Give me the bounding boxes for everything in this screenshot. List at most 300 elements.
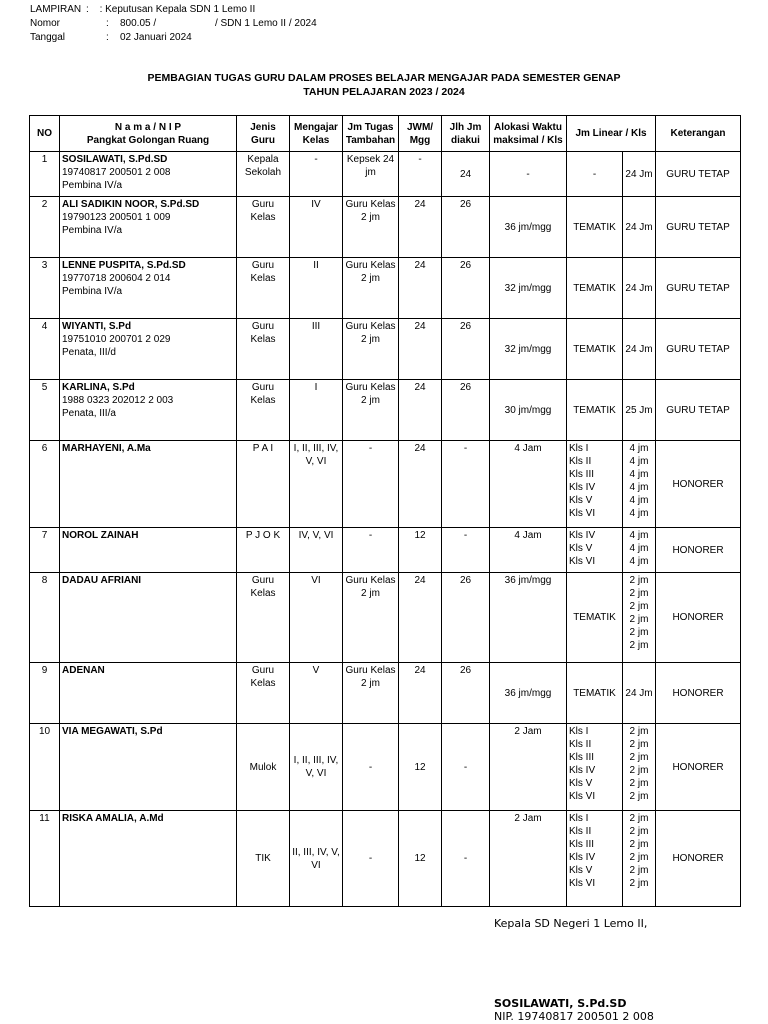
cell-linear-kls: [567, 441, 623, 528]
teacher-name: ADENAN: [62, 665, 105, 676]
teaching-class: -: [314, 154, 318, 165]
teacher-rank: Pembina IV/a: [62, 225, 123, 236]
teacher-name: VIA MEGAWATI, S.Pd: [62, 726, 163, 737]
cell-linear-jm: [623, 663, 656, 724]
table-header: [30, 116, 741, 152]
cell-linear-jm: [623, 573, 656, 663]
teaching-class: I: [314, 382, 318, 393]
cell-keterangan: [656, 724, 741, 811]
allocation-value: 2 Jam: [514, 813, 542, 824]
linear-hours: 24 Jm: [625, 687, 653, 699]
teacher-assignment-table: [29, 115, 741, 907]
meta-nomor: Nomor : 800.05 / / SDN 1 Lemo II / 2024: [30, 18, 317, 29]
table-row: [30, 663, 741, 724]
cell-jenis: [237, 663, 290, 724]
cell-no: [30, 152, 60, 197]
class-item: Kls IV: [569, 482, 596, 493]
cell-nama: [60, 197, 237, 258]
linear-value: TEMATIK: [573, 404, 616, 416]
cell-alokasi: [490, 380, 567, 441]
header-nama: N a m a / N I P Pangkat Golongan Ruang: [60, 116, 237, 152]
extra-duty: -: [368, 853, 373, 864]
jlh-value: 26: [459, 382, 472, 393]
linear-hours: 24 Jm: [625, 343, 653, 355]
jlh-value: -: [463, 530, 468, 541]
jwm-value: 24: [414, 199, 426, 210]
teacher-rank: Pembina IV/a: [62, 286, 123, 297]
cell-jlh: [442, 724, 490, 811]
cell-nama: [60, 380, 237, 441]
teacher-type: Guru Kelas: [250, 382, 276, 406]
teaching-class: IV, V, VI: [298, 530, 334, 541]
cell-jenis: [237, 528, 290, 573]
jwm-value: 24: [414, 382, 426, 393]
document-meta: [30, 3, 317, 45]
class-item: Kls IV: [569, 765, 596, 776]
cell-no: [30, 663, 60, 724]
class-hours: 2 jm: [629, 813, 649, 824]
cell-jenis: [237, 258, 290, 319]
teaching-class: IV: [311, 199, 321, 210]
cell-tugas: [343, 319, 399, 380]
teacher-name: DADAU AFRIANI: [62, 575, 142, 586]
header-jwm: JWM/ Mgg: [399, 116, 442, 152]
cell-alokasi: [490, 319, 567, 380]
cell-no: [30, 441, 60, 528]
table-row: [30, 573, 741, 663]
cell-linear: [567, 380, 623, 441]
class-hours: 2 jm: [629, 865, 649, 876]
cell-jenis: [237, 724, 290, 811]
teaching-class: V: [312, 665, 320, 676]
row-no: 8: [41, 575, 48, 586]
meta-lampiran: LAMPIRAN : : Keputusan Kepala SDN 1 Lemo II: [30, 4, 256, 15]
cell-linear-jm: [623, 441, 656, 528]
jlh-value: 24: [459, 168, 472, 180]
extra-duty: Guru Kelas 2 jm: [345, 575, 396, 599]
header-tugas: Jm Tugas Tambahan: [343, 116, 399, 152]
cell-kelas: [290, 152, 343, 197]
cell-linear-jm: [623, 724, 656, 811]
class-item: Kls III: [569, 469, 595, 480]
cell-tugas: [343, 197, 399, 258]
teacher-nip: 19751010 200701 2 029: [62, 334, 171, 345]
cell-nama: [60, 258, 237, 319]
teacher-nip: 19790123 200501 1 009: [62, 212, 171, 223]
jlh-value: -: [463, 443, 468, 454]
teacher-type: Guru Kelas: [250, 199, 276, 223]
class-hours: 2 jm: [629, 739, 649, 750]
cell-keterangan: [656, 573, 741, 663]
jlh-value: 26: [459, 199, 472, 210]
cell-alokasi: [490, 573, 567, 663]
teacher-name: WIYANTI, S.Pd: [62, 321, 132, 332]
cell-keterangan: [656, 319, 741, 380]
cell-linear: [567, 258, 623, 319]
cell-linear-kls: [567, 528, 623, 573]
class-hours: 4 jm: [629, 530, 649, 541]
header-no: NO: [30, 116, 60, 152]
cell-jwm: [399, 380, 442, 441]
jwm-value: 12: [414, 853, 426, 864]
class-hours: 2 jm: [629, 765, 649, 776]
allocation-value: 30 jm/mgg: [504, 404, 552, 416]
status-value: GURU TETAP: [666, 168, 730, 180]
status-value: GURU TETAP: [666, 404, 730, 416]
teacher-type: Guru Kelas: [250, 575, 276, 599]
linear-value: TEMATIK: [573, 282, 616, 294]
class-hours: 2 jm: [629, 588, 649, 599]
linear-value: TEMATIK: [573, 343, 616, 355]
extra-duty: Guru Kelas 2 jm: [345, 382, 396, 406]
teaching-class: II: [313, 260, 319, 271]
cell-jwm: [399, 811, 442, 907]
class-hours: 4 jm: [629, 495, 649, 506]
cell-linear: [567, 319, 623, 380]
teacher-name: NOROL ZAINAH: [62, 530, 139, 541]
teacher-rank: Penata, III/a: [62, 408, 116, 419]
extra-duty: Guru Kelas 2 jm: [345, 199, 396, 223]
class-hours: 2 jm: [629, 752, 649, 763]
cell-jwm: [399, 152, 442, 197]
table-row: [30, 724, 741, 811]
teacher-name: LENNE PUSPITA, S.Pd.SD: [62, 260, 186, 271]
linear-value: TEMATIK: [573, 612, 616, 623]
teacher-type: P A I: [252, 443, 274, 454]
jlh-value: -: [463, 761, 468, 773]
cell-linear-jm: [623, 528, 656, 573]
class-hours: 2 jm: [629, 575, 649, 586]
cell-tugas: [343, 811, 399, 907]
cell-keterangan: [656, 528, 741, 573]
jwm-value: 12: [414, 530, 426, 541]
teacher-rank: Penata, III/d: [62, 347, 116, 358]
cell-no: [30, 811, 60, 907]
table-row: [30, 380, 741, 441]
cell-no: [30, 528, 60, 573]
status-value: HONORER: [672, 687, 724, 699]
cell-kelas: [290, 441, 343, 528]
cell-tugas: [343, 441, 399, 528]
allocation-value: 32 jm/mgg: [504, 343, 552, 355]
class-item: Kls I: [569, 726, 589, 737]
cell-kelas: [290, 197, 343, 258]
cell-jlh: [442, 152, 490, 197]
class-hours: 2 jm: [629, 852, 649, 863]
cell-jlh: [442, 811, 490, 907]
meta-tanggal: Tanggal : 02 Januari 2024: [30, 32, 192, 43]
class-hours: 2 jm: [629, 726, 649, 737]
teacher-name: KARLINA, S.Pd: [62, 382, 135, 393]
extra-duty: Guru Kelas 2 jm: [345, 260, 396, 284]
class-item: Kls IV: [569, 852, 596, 863]
cell-linear: [567, 197, 623, 258]
cell-jwm: [399, 441, 442, 528]
cell-nama: [60, 152, 237, 197]
teacher-rank: Pembina IV/a: [62, 180, 123, 191]
cell-linear-jm: [623, 319, 656, 380]
class-hours: 2 jm: [629, 791, 649, 802]
class-item: Kls V: [569, 778, 593, 789]
extra-duty: Kepsek 24 jm: [346, 154, 395, 178]
cell-keterangan: [656, 811, 741, 907]
cell-nama: [60, 319, 237, 380]
cell-nama: [60, 528, 237, 573]
jwm-value: 24: [414, 321, 426, 332]
teaching-class: VI: [311, 575, 321, 586]
cell-tugas: [343, 573, 399, 663]
extra-duty: -: [368, 530, 373, 541]
cell-keterangan: [656, 197, 741, 258]
teacher-type: Guru Kelas: [250, 260, 276, 284]
cell-linear: [567, 573, 623, 663]
cell-keterangan: [656, 152, 741, 197]
cell-jlh: [442, 319, 490, 380]
teacher-name: SOSILAWATI, S.Pd.SD: [62, 154, 168, 165]
row-no: 10: [38, 726, 51, 737]
class-item: Kls VI: [569, 878, 596, 889]
class-hours: 2 jm: [629, 640, 649, 651]
cell-no: [30, 197, 60, 258]
header-linear: Jm Linear / Kls: [567, 116, 656, 152]
allocation-value: 4 Jam: [514, 530, 542, 541]
document-title: PEMBAGIAN TUGAS GURU DALAM PROSES BELAJAR MENGAJAR PADA SEMESTER GENAP: [147, 72, 621, 84]
cell-no: [30, 724, 60, 811]
class-hours: 4 jm: [629, 482, 649, 493]
teacher-nip: 19770718 200604 2 014: [62, 273, 171, 284]
cell-linear: [567, 152, 623, 197]
teacher-type: Guru Kelas: [250, 321, 276, 345]
jlh-value: 26: [459, 665, 472, 676]
cell-linear-jm: [623, 811, 656, 907]
cell-tugas: [343, 724, 399, 811]
cell-jwm: [399, 258, 442, 319]
header-mengajar: Mengajar Kelas: [290, 116, 343, 152]
allocation-value: 36 jm/mgg: [504, 687, 552, 699]
cell-kelas: [290, 724, 343, 811]
cell-jlh: [442, 573, 490, 663]
status-value: GURU TETAP: [666, 343, 730, 355]
class-item: Kls VI: [569, 556, 596, 567]
linear-value: -: [592, 168, 597, 180]
extra-duty: Guru Kelas 2 jm: [345, 321, 396, 345]
class-item: Kls II: [569, 456, 592, 467]
teacher-type: Guru Kelas: [250, 665, 276, 689]
cell-nama: [60, 724, 237, 811]
cell-nama: [60, 573, 237, 663]
status-value: HONORER: [672, 761, 724, 773]
row-no: 6: [41, 443, 48, 454]
cell-linear-jm: [623, 258, 656, 319]
linear-hours: 24 Jm: [625, 168, 653, 180]
cell-nama: [60, 663, 237, 724]
cell-alokasi: [490, 663, 567, 724]
jlh-value: 26: [459, 575, 472, 586]
extra-duty: -: [368, 761, 373, 773]
teacher-nip: 1988 0323 202012 2 003: [62, 395, 174, 406]
jwm-value: -: [418, 154, 422, 165]
jlh-value: 26: [459, 321, 472, 332]
row-no: 4: [41, 321, 48, 332]
allocation-value: 36 jm/mgg: [504, 221, 552, 233]
cell-no: [30, 380, 60, 441]
class-hours: 2 jm: [629, 601, 649, 612]
cell-no: [30, 573, 60, 663]
class-item: Kls VI: [569, 508, 596, 519]
jwm-value: 12: [414, 761, 426, 773]
header-keterangan: Keterangan: [656, 116, 741, 152]
signature-name: SOSILAWATI, S.Pd.SD: [494, 997, 627, 1010]
row-no: 3: [41, 260, 48, 271]
cell-jlh: [442, 441, 490, 528]
cell-alokasi: [490, 152, 567, 197]
teaching-class: III: [311, 321, 321, 332]
jwm-value: 24: [414, 665, 426, 676]
class-item: Kls VI: [569, 791, 596, 802]
table-row: [30, 811, 741, 907]
extra-duty: -: [368, 443, 373, 454]
table-row: [30, 528, 741, 573]
cell-kelas: [290, 811, 343, 907]
jwm-value: 24: [414, 575, 426, 586]
class-hours: 2 jm: [629, 614, 649, 625]
cell-jenis: [237, 197, 290, 258]
cell-jwm: [399, 528, 442, 573]
cell-kelas: [290, 663, 343, 724]
cell-keterangan: [656, 380, 741, 441]
cell-kelas: [290, 319, 343, 380]
class-item: Kls II: [569, 826, 592, 837]
row-no: 9: [41, 665, 48, 676]
row-no: 11: [39, 813, 50, 824]
class-hours: 4 jm: [629, 456, 649, 467]
class-item: Kls II: [569, 739, 592, 750]
allocation-value: 2 Jam: [514, 726, 542, 737]
jlh-value: -: [463, 853, 468, 864]
header-jlh: Jlh Jm diakui: [442, 116, 490, 152]
cell-jenis: [237, 573, 290, 663]
cell-keterangan: [656, 258, 741, 319]
cell-jwm: [399, 197, 442, 258]
class-hours: 4 jm: [629, 508, 649, 519]
cell-kelas: [290, 380, 343, 441]
cell-jlh: [442, 528, 490, 573]
class-item: Kls V: [569, 543, 593, 554]
class-item: Kls III: [569, 752, 595, 763]
cell-jlh: [442, 258, 490, 319]
cell-nama: [60, 811, 237, 907]
cell-alokasi: [490, 724, 567, 811]
teacher-type: Mulok: [249, 761, 277, 773]
teacher-type: Kepala Sekolah: [244, 154, 282, 178]
cell-keterangan: [656, 663, 741, 724]
class-item: Kls V: [569, 495, 593, 506]
linear-hours: 24 Jm: [625, 221, 653, 233]
cell-no: [30, 258, 60, 319]
row-no: 2: [41, 199, 48, 210]
status-value: HONORER: [672, 612, 724, 623]
teacher-name: MARHAYENI, A.Ma: [62, 443, 151, 454]
jwm-value: 24: [414, 260, 426, 271]
class-hours: 2 jm: [629, 778, 649, 789]
teacher-type: P J O K: [245, 530, 281, 541]
cell-jenis: [237, 319, 290, 380]
teaching-class: I, II, III, IV, V, VI: [293, 755, 339, 779]
class-hours: 2 jm: [629, 826, 649, 837]
cell-linear-jm: [623, 380, 656, 441]
class-hours: 4 jm: [629, 443, 649, 454]
cell-alokasi: [490, 528, 567, 573]
cell-jenis: [237, 152, 290, 197]
cell-alokasi: [490, 441, 567, 528]
cell-tugas: [343, 663, 399, 724]
linear-hours: 24 Jm: [625, 282, 653, 294]
extra-duty: Guru Kelas 2 jm: [345, 665, 396, 689]
table-row: [30, 258, 741, 319]
cell-tugas: [343, 258, 399, 319]
cell-jwm: [399, 663, 442, 724]
teacher-name: ALI SADIKIN NOOR, S.Pd.SD: [62, 199, 200, 210]
teaching-class: I, II, III, IV, V, VI: [293, 443, 339, 467]
cell-tugas: [343, 380, 399, 441]
cell-alokasi: [490, 811, 567, 907]
teacher-name: RISKA AMALIA, A.Md: [62, 813, 164, 824]
cell-kelas: [290, 258, 343, 319]
linear-value: TEMATIK: [573, 687, 616, 699]
cell-keterangan: [656, 441, 741, 528]
teacher-type: TIK: [255, 853, 271, 864]
cell-nama: [60, 441, 237, 528]
class-hours: 4 jm: [629, 556, 649, 567]
class-item: Kls I: [569, 813, 589, 824]
cell-jlh: [442, 197, 490, 258]
cell-alokasi: [490, 197, 567, 258]
status-value: HONORER: [672, 853, 724, 864]
cell-linear-kls: [567, 811, 623, 907]
cell-kelas: [290, 528, 343, 573]
signature-nip: NIP. 19740817 200501 2 008: [494, 1010, 654, 1023]
cell-jwm: [399, 724, 442, 811]
class-item: Kls IV: [569, 530, 596, 541]
cell-linear-jm: [623, 197, 656, 258]
cell-jlh: [442, 380, 490, 441]
row-no: 5: [41, 382, 48, 393]
allocation-value: 4 Jam: [514, 443, 542, 454]
allocation-value: -: [526, 168, 530, 180]
table-row: [30, 441, 741, 528]
cell-no: [30, 319, 60, 380]
cell-linear-kls: [567, 724, 623, 811]
cell-tugas: [343, 528, 399, 573]
table-row: [30, 197, 741, 258]
class-hours: 4 jm: [629, 469, 649, 480]
row-no: 1: [41, 154, 48, 165]
cell-jlh: [442, 663, 490, 724]
status-value: GURU TETAP: [666, 221, 730, 233]
cell-jenis: [237, 811, 290, 907]
cell-jenis: [237, 380, 290, 441]
document-subtitle: TAHUN PELAJARAN 2023 / 2024: [303, 86, 465, 98]
header-jenis: Jenis Guru: [237, 116, 290, 152]
teaching-class: II, III, IV, V, VI: [292, 846, 340, 871]
class-hours: 2 jm: [629, 839, 649, 850]
class-item: Kls I: [569, 443, 589, 454]
status-value: HONORER: [672, 478, 724, 490]
cell-tugas: [343, 152, 399, 197]
class-hours: 2 jm: [629, 627, 649, 638]
cell-linear: [567, 663, 623, 724]
header-alokasi: Alokasi Waktu maksimal / Kls: [490, 116, 567, 152]
